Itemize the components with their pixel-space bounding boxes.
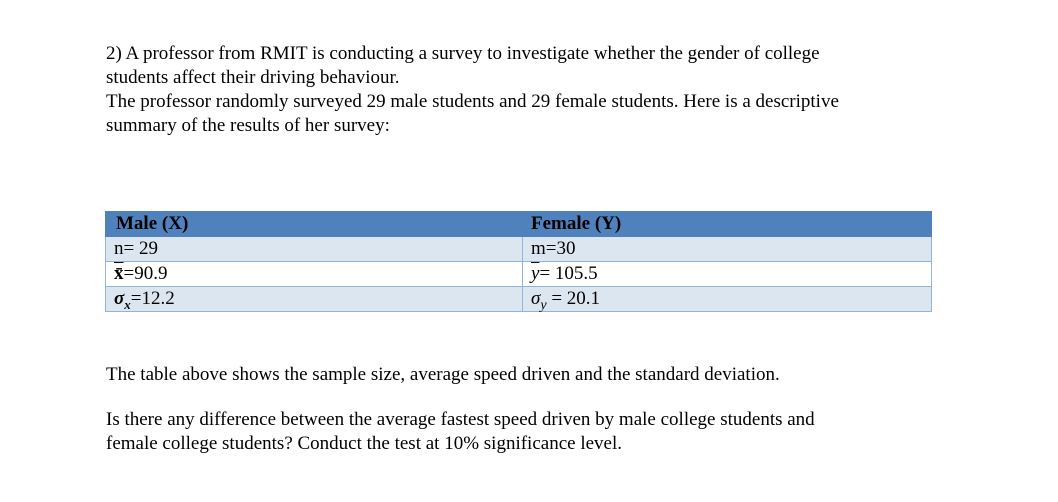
male-std-dev-value: =12.2	[130, 288, 175, 309]
table-row-sample-size	[106, 237, 932, 262]
male-n-value: = 29	[123, 238, 158, 259]
table-description: The table above shows the sample size, average speed driven and the standard deviation.	[106, 364, 780, 385]
x-bar-symbol: x̄	[114, 263, 124, 284]
female-sample-size	[523, 237, 932, 262]
female-mean-value: = 105.5	[539, 263, 598, 284]
sigma-x-symbol	[114, 288, 131, 312]
male-sample-size	[106, 237, 523, 262]
female-m-value: =30	[545, 238, 576, 259]
sigma-y-subscript: y	[540, 297, 547, 313]
male-mean-value: =90.9	[123, 263, 168, 284]
question-line-1: Is there any difference between the average fastest speed driven by male college students and	[106, 409, 815, 430]
header-male: Male (X)	[106, 212, 523, 237]
sigma-x-subscript: x	[124, 296, 131, 312]
intro-line-4: summary of the results of her survey:	[106, 115, 390, 136]
sigma-x-letter: σ	[114, 288, 125, 309]
descriptive-summary-table	[105, 211, 932, 312]
table-row-mean	[106, 262, 932, 287]
y-bar-symbol: $\overline{y}$	[531, 263, 540, 284]
table-header-row	[106, 212, 932, 237]
male-std-dev	[106, 287, 523, 312]
question-text	[106, 408, 946, 456]
sigma-y-letter: σ	[531, 288, 541, 309]
male-mean	[106, 262, 523, 287]
intro-line-2: students affect their driving behaviour.	[106, 67, 400, 88]
question-line-2: female college students? Conduct the test at 10% significance level.	[106, 433, 622, 454]
female-std-dev-value: = 20.1	[546, 288, 601, 309]
intro-line-1: 2) A professor from RMIT is conducting a survey to investigate whether the gender of college	[106, 43, 820, 64]
female-std-dev	[523, 287, 932, 312]
sigma-y-symbol	[531, 288, 547, 313]
header-female: Female (Y)	[523, 212, 932, 237]
intro-line-3: The professor randomly surveyed 29 male students and 29 female students. Here is a descriptive	[106, 91, 839, 112]
female-mean	[523, 262, 932, 287]
table-row-std-dev	[106, 287, 932, 312]
male-n-label: n	[114, 238, 124, 259]
female-m-label: m	[531, 238, 546, 259]
problem-intro	[106, 42, 946, 138]
